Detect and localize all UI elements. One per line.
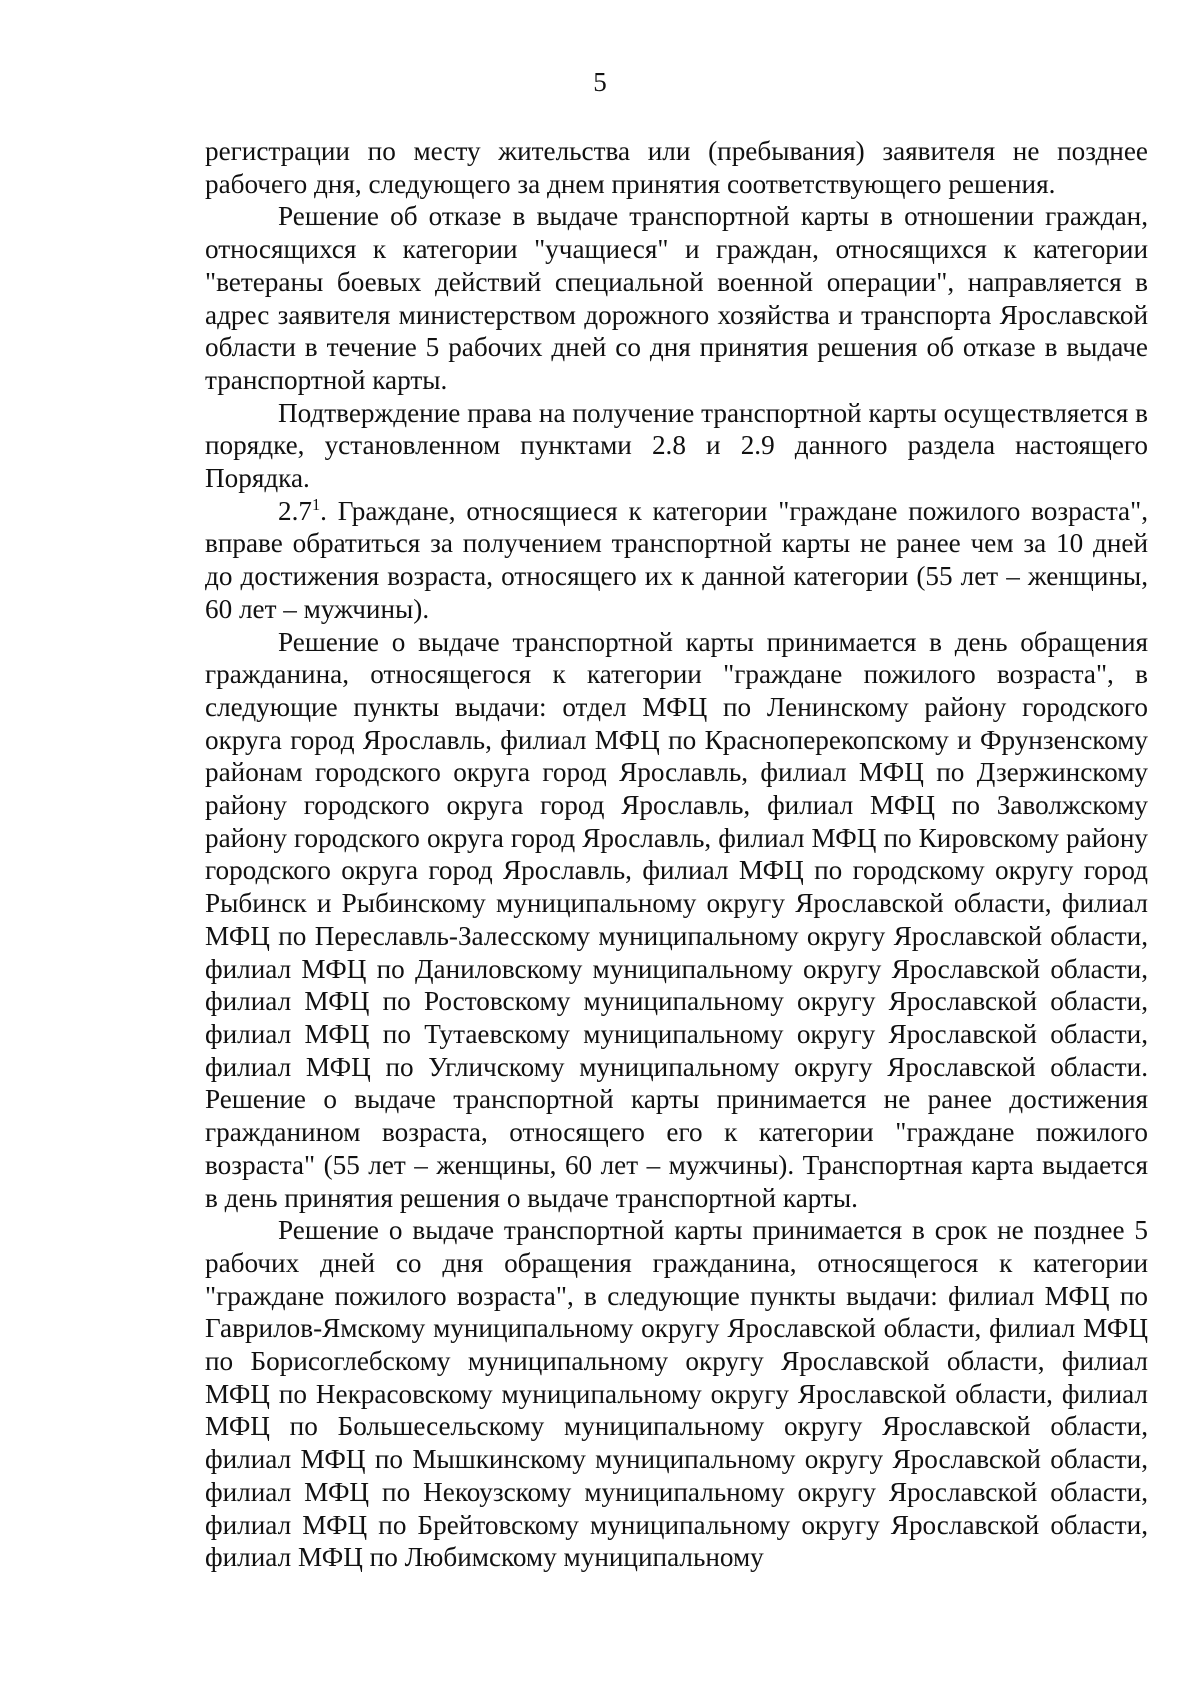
paragraph-5: Решение о выдаче транспортной карты принимается в день обращения гражданина, относящегося к категории "граждане пожилого возраста", в следующие пункты выдачи: отдел МФЦ по Ленинскому району городского округа город Ярославль, филиал МФЦ по Красноперекопскому и Фрунзенскому районам городского округа город Ярославль, филиал МФЦ по Дзержинскому району городского округа город Ярославль, филиал МФЦ по Заволжскому району городского округа город Ярославль, филиал МФЦ по Кировскому району городского округа город Ярославль, филиал МФЦ по городскому округу город Рыбинск и Рыбинскому муниципальному округу Ярославской области, филиал МФЦ по Переславль-Залесскому муниципальному округу Ярославской области, филиал МФЦ по Даниловскому муниципальному округу Ярославской области, филиал МФЦ по Ростовскому муниципальному округу Ярославской области, филиал МФЦ по Тутаевскому муниципальному округу Ярославской области, филиал МФЦ по Угличскому муниципальному округу Ярославской области. Решение о выдаче транспортной карты принимается не ранее достижения гражданином возраста, относящего его к категории "граждане пожилого возраста" (55 лет – женщины, 60 лет – мужчины). Транспортная карта выдается в день принятия решения о выдаче транспортной карты.: [205, 626, 1148, 1213]
paragraph-2: Решение об отказе в выдаче транспортной карты в отношении граждан, относящихся к категории "учащиеся" и граждан, относящихся к категории "ветераны боевых действий специальной военной операции", направляется в адрес заявителя министерством дорожного хозяйства и транспорта Ярославской области в течение 5 рабочих дней со дня принятия решения об отказе в выдаче транспортной карты.: [205, 201, 1148, 395]
paragraph-3: Подтверждение права на получение транспортной карты осуществляется в порядке, установленном пунктами 2.8 и 2.9 данного раздела настоящего Порядка.: [205, 397, 1148, 494]
paragraph-4-text: . Граждане, относящиеся к категории "граждане пожилого возраста", вправе обратиться за получением транспортной карты не ранее чем за 10 дней до достижения возраста, относящего их к данной категории (55 лет – женщины, 60 лет – мужчины).: [205, 495, 1148, 624]
paragraph-6: Решение о выдаче транспортной карты принимается в срок не позднее 5 рабочих дней со дня обращения гражданина, относящегося к категории "граждане пожилого возраста", в следующие пункты выдачи: филиал МФЦ по Гаврилов-Ямскому муниципальному округу Ярославской области, филиал МФЦ по Борисоглебскому муниципальному округу Ярославской области, филиал МФЦ по Некрасовскому муниципальному округу Ярославской области, филиал МФЦ по Большесельскому муниципальному округу Ярославской области, филиал МФЦ по Мышкинскому муниципальному округу Ярославской области, филиал МФЦ по Некоузскому муниципальному округу Ярославской области, филиал МФЦ по Брейтовскому муниципальному округу Ярославской области, филиал МФЦ по Любимскому муниципальному: [205, 1215, 1148, 1573]
paragraph-4: [205, 495, 1148, 626]
page-number: 5: [593, 67, 607, 97]
clause-superscript: 1: [311, 494, 321, 514]
clause-number: 2.7: [278, 495, 312, 526]
paragraph-1: регистрации по месту жительства или (пребывания) заявителя не позднее рабочего дня, следующего за днем принятия соответствующего решения.: [205, 136, 1148, 199]
document-body: [205, 135, 1148, 1574]
